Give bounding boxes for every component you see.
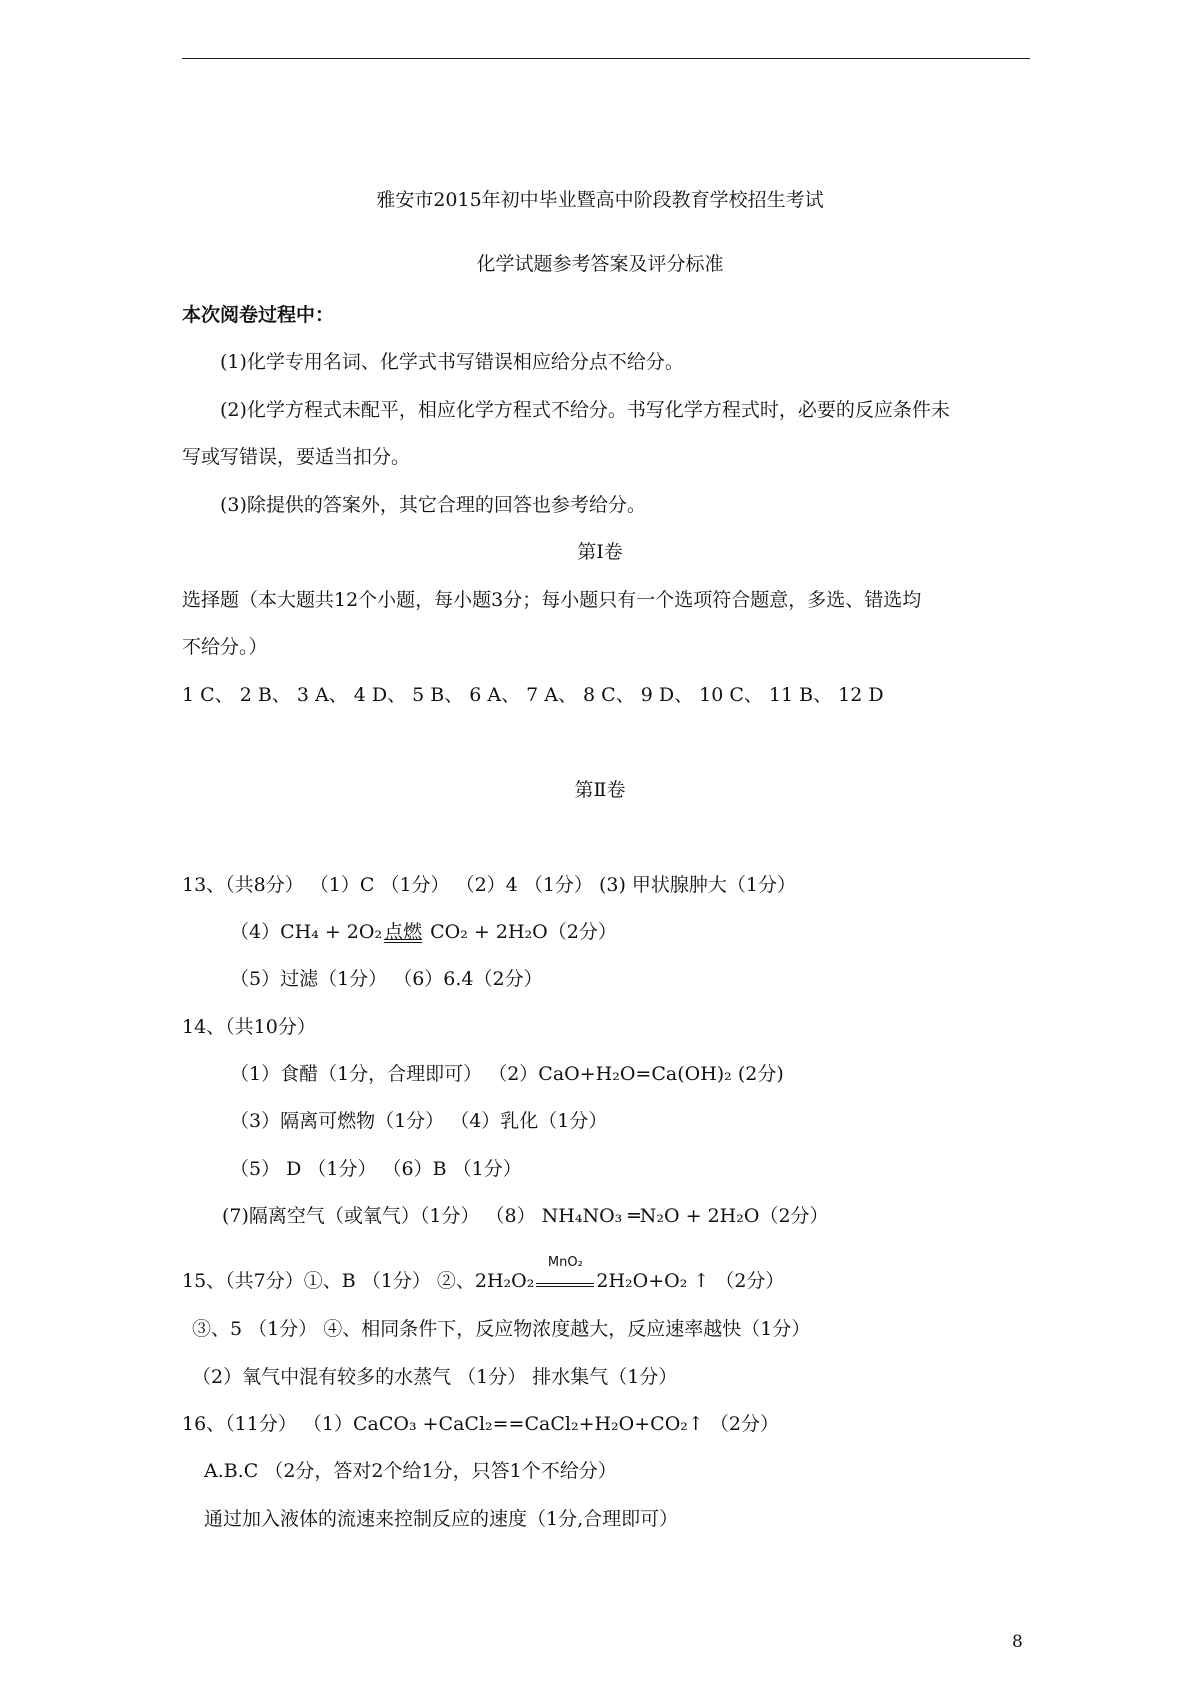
q16-line-c: 通过加入液体的流速来控制反应的速度（1分,合理即可） xyxy=(204,1508,679,1530)
q14-heading: 14、（共10分） xyxy=(182,1016,316,1038)
q14-line-a: （1）食醋（1分，合理即可） （2）CaO+H₂O=Ca(OH)₂ (2分) xyxy=(230,1063,784,1085)
q16-line-a: 16、（11分） （1）CaCO₃ +CaCl₂==CaCl₂+H₂O+CO₂↑ （2分） xyxy=(182,1413,779,1435)
page-number: 8 xyxy=(1012,1632,1023,1652)
note-2a: (2)化学方程式未配平，相应化学方程式不给分。书写化学方程式时，必要的反应条件未 xyxy=(220,399,950,421)
q13-line-b xyxy=(230,919,617,945)
document-title: 雅安市2015年初中毕业暨高中阶段教育学校招生考试 xyxy=(376,189,824,211)
q15-line-b: ③、5 （1分） ④、相同条件下，反应物浓度越大，反应速率越快（1分） xyxy=(192,1318,811,1340)
q13-eq-condition: 点燃 xyxy=(384,921,423,943)
document-subtitle: 化学试题参考答案及评分标准 xyxy=(476,253,724,275)
q14-line-b: （3）隔离可燃物（1分） （4）乳化（1分） xyxy=(230,1110,608,1132)
q13-line-c: （5）过滤（1分） （6）6.4（2分） xyxy=(230,968,543,990)
q15-eq-right: 2H₂O+O₂ ↑ （2分） xyxy=(596,1270,785,1292)
q13-line-a: 13、（共8分） （1）C （1分） （2）4 （1分） (3) 甲状腺肿大（1分） xyxy=(182,874,796,896)
q14-line-c: （5） D （1分） （6）B （1分） xyxy=(230,1158,522,1180)
q15-eq-condition xyxy=(534,1255,596,1294)
q15-line-c: （2）氧气中混有较多的水蒸气 （1分） 排水集气（1分） xyxy=(192,1366,678,1388)
note-2b: 写或写错误，要适当扣分。 xyxy=(182,446,411,468)
part1-title: 第Ⅰ卷 xyxy=(577,541,623,563)
part2-title: 第Ⅱ卷 xyxy=(574,779,626,801)
note-3: (3)除提供的答案外，其它合理的回答也参考给分。 xyxy=(220,494,646,516)
note-1: (1)化学专用名词、化学式书写错误相应给分点不给分。 xyxy=(220,351,684,373)
part1-desc-a: 选择题（本大题共12个小题，每小题3分；每小题只有一个选项符合题意，多选、错选均 xyxy=(182,589,922,611)
q15-line-a xyxy=(182,1255,785,1294)
q15-eq-left: 15、（共7分）①、B （1分） ②、2H₂O₂ xyxy=(182,1270,535,1292)
q14-line-d: (7)隔离空气（或氧气）（1分） （8） NH₄NO₃ ═N₂O + 2H₂O（2分） xyxy=(222,1205,829,1227)
q13-eq-products: CO₂ + 2H₂O（2分） xyxy=(424,921,617,943)
q16-line-b: A.B.C （2分，答对2个给1分，只答1个不给分） xyxy=(204,1460,617,1482)
header-rule xyxy=(182,58,1030,59)
notes-heading: 本次阅卷过程中： xyxy=(182,304,335,326)
q13-eq-reactants: （4）CH₄ + 2O₂ xyxy=(230,921,383,943)
part1-answers: 1 C、 2 B、 3 A、 4 D、 5 B、 6 A、 7 A、 8 C、 9 D、 10 C、 11 B、 12 D xyxy=(182,684,884,706)
part1-desc-b: 不给分。） xyxy=(182,636,268,658)
q15-catalyst: MnO₂ xyxy=(547,1255,583,1270)
